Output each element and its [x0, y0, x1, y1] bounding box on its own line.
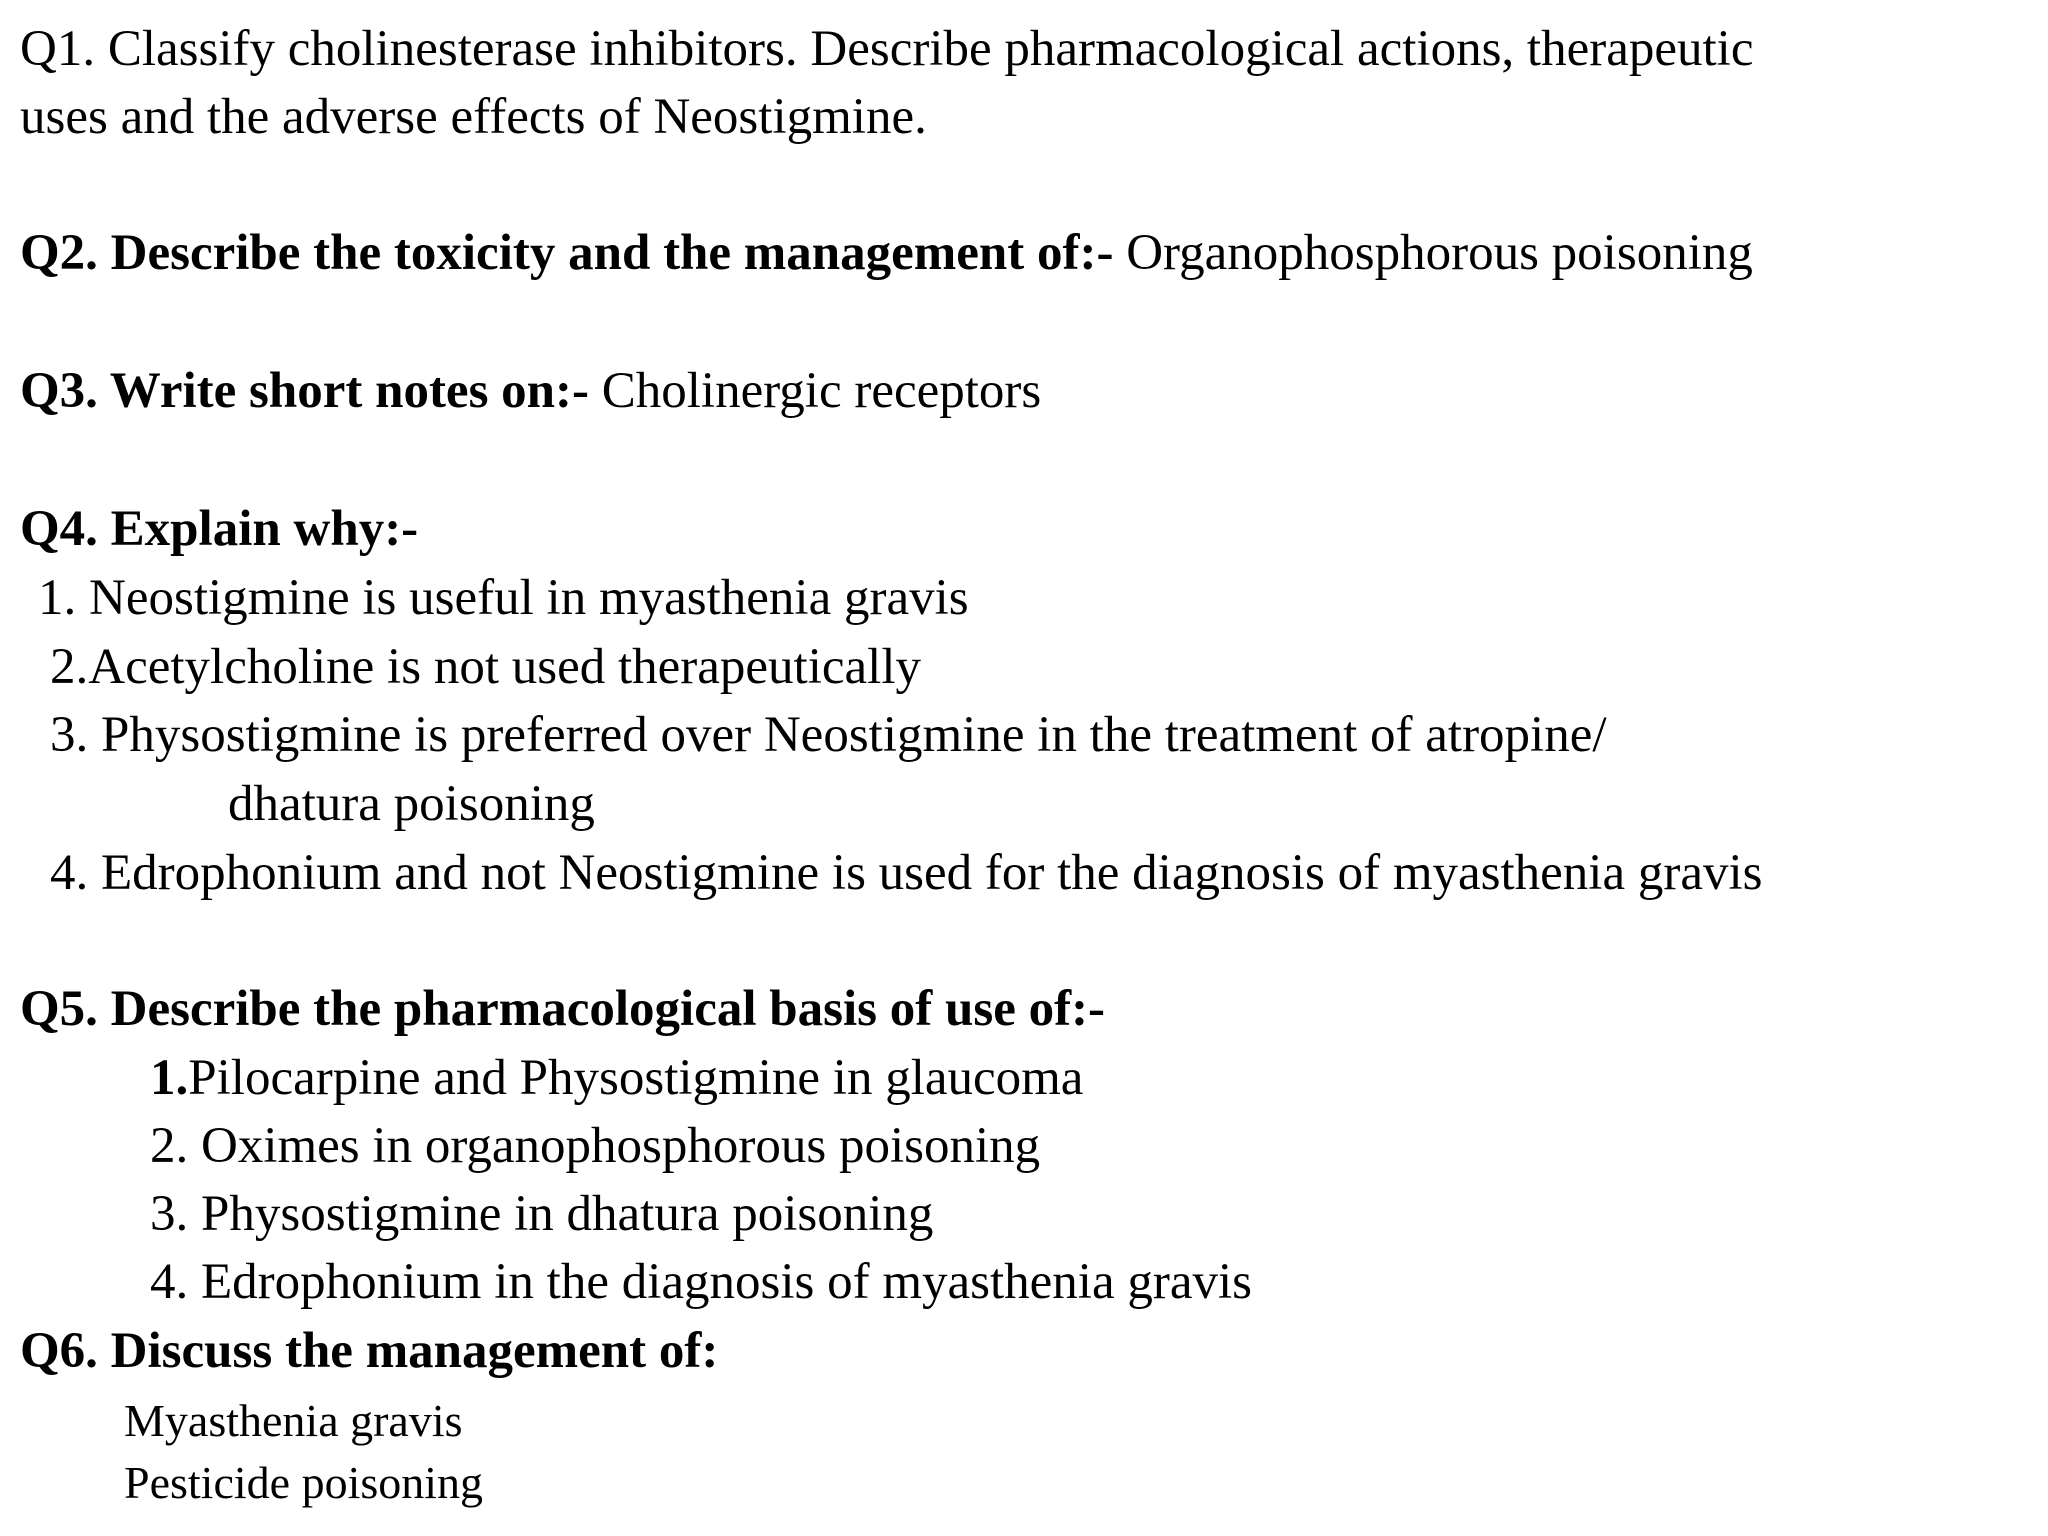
q6-heading: Q6. Discuss the management of: — [20, 1323, 719, 1379]
q5-item-1-number: 1. — [150, 1050, 189, 1106]
q5-item-3: 3. Physostigmine in dhatura poisoning — [150, 1186, 934, 1242]
q2-text: Organophosphorous poisoning — [1113, 225, 1753, 281]
q6-item-2: Pesticide poisoning — [124, 1457, 484, 1508]
q1-line-1: Q1. Classify cholinesterase inhibitors. Describe pharmacological actions, therapeutic — [20, 21, 1754, 77]
q3-line — [20, 363, 1042, 419]
q5-item-1-text: Pilocarpine and Physostigmine in glaucoma — [188, 1050, 1084, 1106]
q2-line — [20, 225, 1753, 281]
q3-heading: Q3. Write short notes on:- — [20, 363, 589, 419]
q4-item-3-continuation: dhatura poisoning — [228, 776, 595, 832]
q5-item-1 — [150, 1050, 1084, 1106]
q5-item-2: 2. Oximes in organophosphorous poisoning — [150, 1118, 1041, 1174]
q3-text: Cholinergic receptors — [589, 363, 1042, 419]
q2-heading: Q2. Describe the toxicity and the management of:- — [20, 225, 1114, 281]
q4-heading: Q4. Explain why:- — [20, 501, 419, 557]
q4-item-2: 2.Acetylcholine is not used therapeutically — [50, 639, 921, 695]
q5-heading: Q5. Describe the pharmacological basis of use of:- — [20, 981, 1106, 1037]
q4-item-3: 3. Physostigmine is preferred over Neostigmine in the treatment of atropine/ — [50, 707, 1607, 763]
q4-item-4: 4. Edrophonium and not Neostigmine is used for the diagnosis of myasthenia gravis — [50, 845, 1763, 901]
q6-item-1: Myasthenia gravis — [124, 1395, 463, 1446]
q5-item-4: 4. Edrophonium in the diagnosis of myasthenia gravis — [150, 1254, 1253, 1310]
q1-line-2: uses and the adverse effects of Neostigmine. — [20, 89, 927, 145]
q4-item-1: 1. Neostigmine is useful in myasthenia gravis — [38, 570, 969, 626]
